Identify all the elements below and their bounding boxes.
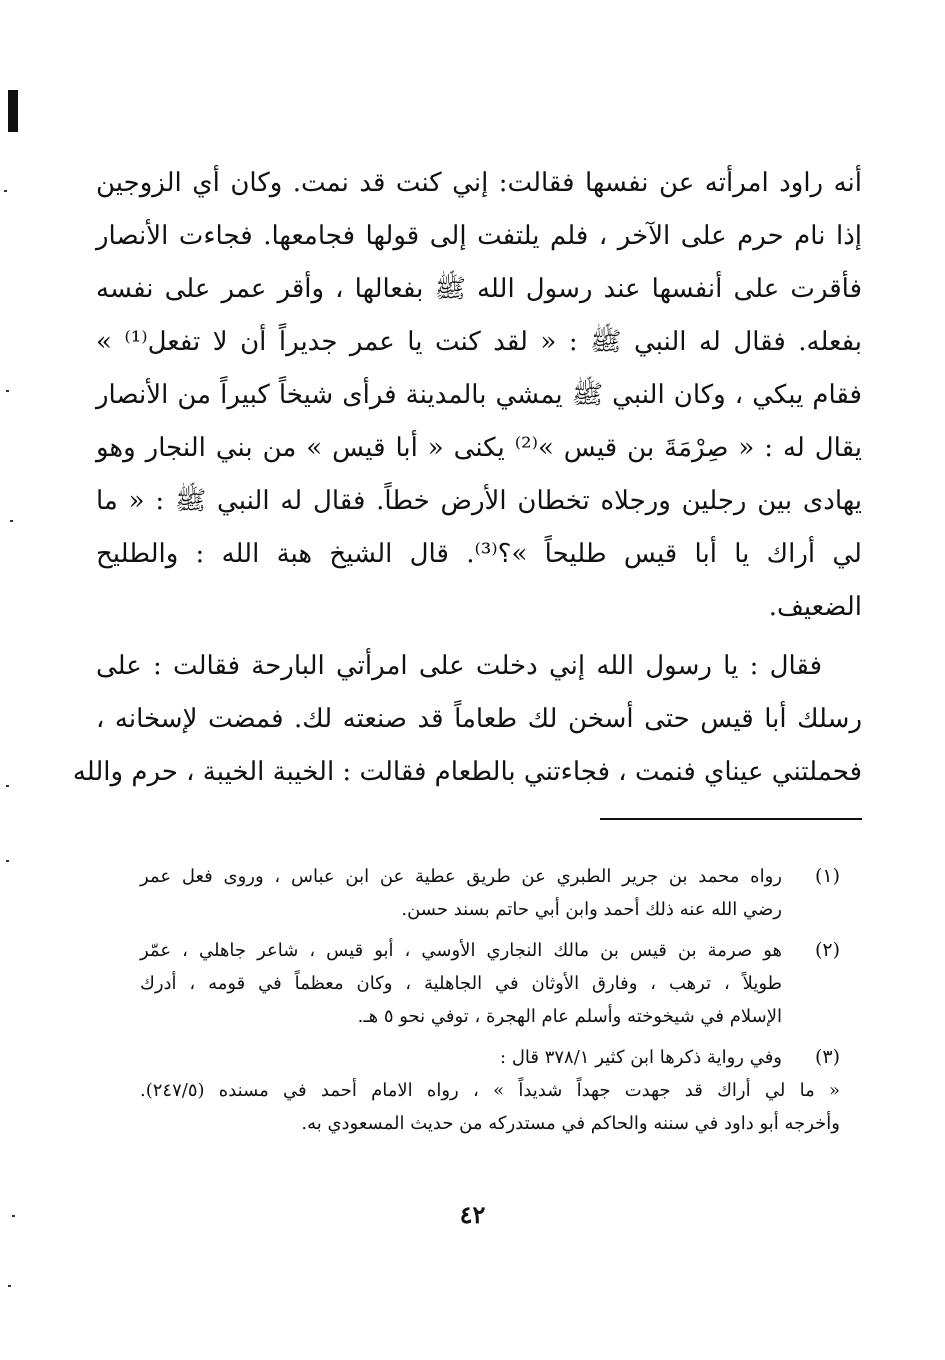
footnote-number: (٣) bbox=[814, 1046, 840, 1068]
footnote-line: وفي رواية ذكرها ابن كثير ٣٧٨/١ قال : bbox=[500, 1047, 782, 1068]
edge-dot bbox=[6, 390, 9, 392]
footnote-number: (١) bbox=[814, 865, 840, 887]
footnote-line: الإسلام في شيخوخته وأسلم عام الهجرة ، توفي نحو ٥ هـ. bbox=[357, 1006, 782, 1027]
footnote-separator bbox=[600, 818, 862, 820]
edge-dot bbox=[10, 520, 13, 522]
footnote-line: « ما لي أراك قد جهدت جهداً شديداً » ، رواه الامام أحمد في مسنده (٢٤٧/٥). bbox=[140, 1080, 840, 1101]
edge-dot bbox=[6, 860, 9, 862]
footnote-2 bbox=[140, 934, 840, 1033]
footnote-1 bbox=[140, 860, 840, 926]
paragraph-1 bbox=[96, 157, 862, 634]
paragraph-2 bbox=[72, 640, 862, 799]
edge-dot bbox=[8, 1285, 11, 1287]
text-line: يهادى بين رجلين ورجلاه تخطان الأرض خطاً. فقال له النبي ﷺ : « ما bbox=[96, 486, 862, 516]
binding-mark bbox=[8, 90, 18, 132]
footnote-line: رواه محمد بن جرير الطبري عن طريق عطية عن ابن عباس ، وروى فعل عمر bbox=[140, 866, 782, 887]
footnote-line: هو صرمة بن قيس بن مالك النجاري الأوسي ، أبو قيس ، شاعر جاهلي ، عمّر bbox=[140, 940, 782, 961]
text-line: فقام يبكي ، وكان النبي ﷺ يمشي بالمدينة فرأى شيخاً كبيراً من الأنصار bbox=[96, 380, 862, 410]
footnote-line: رضي الله عنه ذلك أحمد وابن أبي حاتم بسند حسن. bbox=[401, 899, 782, 920]
text-line: إذا نام حرم على الآخر ، فلم يلتفت إلى قولها فجامعها. فجاءت الأنصار bbox=[96, 221, 862, 251]
text-line: أنه راود امرأته عن نفسها فقالت: إني كنت قد نمت. وكان أي الزوجين bbox=[96, 168, 862, 198]
text-line: رسلك أبا قيس حتى أسخن لك طعاماً قد صنعته لك. فمضت لإسخانه ، bbox=[96, 704, 862, 734]
footnote-3 bbox=[140, 1041, 840, 1140]
text-line: فقال : يا رسول الله إني دخلت على امرأتي البارحة فقالت : على bbox=[96, 651, 822, 681]
footnotes bbox=[140, 860, 840, 1148]
footnote-number: (٢) bbox=[814, 939, 840, 961]
text-line: الضعيف. bbox=[768, 592, 862, 622]
text-line: فأقرت على أنفسها عند رسول الله ﷺ بفعالها ، وأقر عمر على نفسه bbox=[96, 274, 862, 304]
text-line: فحملتني عيناي فنمت ، فجاءتني بالطعام فقالت : الخيبة الخيبة ، حرم والله bbox=[72, 757, 862, 787]
text-line: لي أراك يا أبا قيس طليحاً »؟⁽³⁾. قال الشيخ هبة الله : والطليح bbox=[96, 539, 862, 569]
edge-dot bbox=[6, 785, 9, 787]
text-line: بفعله. فقال له النبي ﷺ : « لقد كنت يا عمر جديراً أن لا تفعل⁽¹⁾ » bbox=[96, 327, 862, 357]
footnote-line: طويلاً ، ترهب ، وفارق الأوثان في الجاهلية ، وكان معظماً في قومه ، أدرك bbox=[140, 973, 782, 994]
page-number: ٤٢ bbox=[459, 1200, 486, 1229]
text-line: يقال له : « صِرْمَةَ بن قيس »⁽²⁾ يكنى « أبا قيس » من بني النجار وهو bbox=[96, 433, 862, 463]
footnote-line: وأخرجه أبو داود في سننه والحاكم في مستدركه من حديث المسعودي به. bbox=[301, 1113, 840, 1134]
edge-dot bbox=[4, 190, 7, 192]
